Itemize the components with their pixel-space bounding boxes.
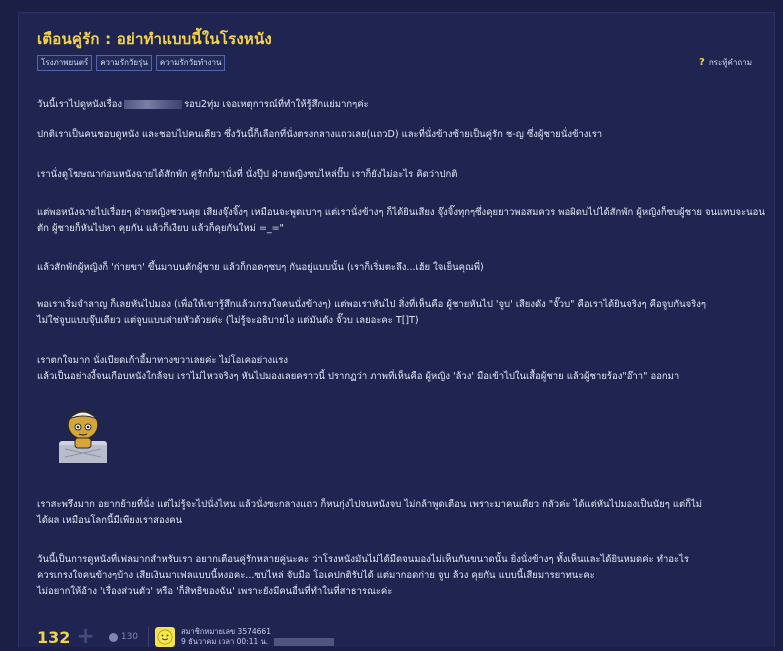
smiley-icon xyxy=(157,629,173,645)
emotion-button[interactable] xyxy=(109,632,138,642)
redacted-movie-title xyxy=(124,100,182,109)
avatar[interactable] xyxy=(155,627,175,647)
tag-list xyxy=(37,55,225,71)
paragraph-3: เรานั่งดูโฆษณาก่อนหนังฉายได้สักพัก คู่รักก็มานั่งที่ นั่งปุ๊ป ฝ่ายหญิงซบไหล่ปั๊บ เราก็ยังไม่อะไร คิดว่าปกติ xyxy=(37,169,458,180)
vote-count: 132 xyxy=(37,627,71,647)
divider xyxy=(148,627,149,647)
sticker-image xyxy=(55,405,111,467)
redacted-info xyxy=(274,638,334,646)
plus-icon[interactable]: + xyxy=(76,624,95,649)
paragraph-9: วันนี้เป็นการดูหนังที่เฟลมากสำหรับเรา อยากเตือนคู่รักหลายคู่นะคะ ว่าโรงหนังมันไม่ได้มืดจนมองไม่เห็นกันขนาดนั้น ยิ่งนั่งข้างๆ ทั้งเห็นและได้ยินหมดค่ะ ทำอะไร ควรเกรงใจคนข้างๆบ้าง เสียเงินมาเฟลแบบนี้หงอคะ...ซบไหล่ จับมือ โอเคปกติรับได้ แต่มากอดก่าย จูบ ล้วง คุยกัน แบบนี้เสียมารยาทนะคะ ไม่อยากให้อ้าง 'เรื่องส่วนตัว' หรือ 'ก็สิทธิของฉัน' เพราะยังมีคนอื่นที่ทำในที่สาธารณะค่ะ xyxy=(37,554,689,597)
author-member-id[interactable]: สมาชิกหมายเลข 3574661 xyxy=(181,627,271,636)
post-footer xyxy=(37,623,772,651)
author-info xyxy=(181,627,334,647)
emotion-icon xyxy=(109,633,118,642)
paragraph-6: พอเราเริ่มจำลาญ ก็เลยหันไปมอง (เพื่อให้เขารู้สึกแล้วเกรงใจคนนั่งข้างๆ) แต่พอเราหันไป สิ่งที่เห็นคือ ผู้ชายหันไป 'จูบ' เสียงดัง "จั๊วบ" คือเราได้ยินจริงๆ คือจูบกันจริงๆ ไม่ใช่จูบแบบจุ๊บเดียว แต่จูบแบบส่ายหัวด้วยค่ะ (ไม่รู้จะอธิบายไง แต่มันดัง จั๊วบ เลยอะคะ T[]T) xyxy=(37,299,706,326)
post-panel xyxy=(18,12,775,647)
question-type-label: กระทู้คำถาม xyxy=(708,58,752,67)
paragraph-8: เราสะพรึงมาก อยากย้ายที่นั่ง แต่ไม่รู้จะไปนั่งไหน แล้วนั่งซะกลางแถว ก็หนกุ่งไปจนหนังจบ ไม่กล้าพูดเตือน เพราะมาคนเดียว กลัวค่ะ ได้แต่หันไปมองเป็นนัยๆ แต่ก็ไม่ ได้ผล เหมือนโลกนี้มีเพียงเราสองคน xyxy=(37,499,702,526)
emotion-count: 130 xyxy=(120,632,139,642)
tag-working-love[interactable]: ความรักวัยทำงาน xyxy=(156,55,226,71)
tag-teen-love[interactable]: ความรักวัยรุ่น xyxy=(96,55,152,71)
paragraph-2: ปกติเราเป็นคนชอบดูหนัง และชอบไปคนเดียว ซึ่งวันนี้ก็เลือกที่นั่งตรงกลางแถวเลย(แถวD) และที่นั่งข้างซ้ายเป็นคู่รัก ช-ญ ซึ่งผู้ชายนั่งข้างเรา xyxy=(37,129,603,140)
tag-cinema[interactable]: โรงภาพยนตร์ xyxy=(37,55,92,71)
paragraph-4: แต่พอหนังฉายไปเรื่อยๆ ฝ่ายหญิงชวนคุย เสียงจุ๊งจิ๊งๆ เหมือนจะพูดเบาๆ แต่เรานั่งข้างๆ ก็ได้ยินเสียง จุ๊งจิ๊งทุกๆซึ่งคุยยาวพอสมควร พอผิดบไปได้สักพัก ผู้หญิงก็ซบผู้ชาย จนแทบจะนอนตัก ผู้ชายก็หันไปหา คุยกัน แล้วก็เงียบ แล้วก็คุยกันใหม่ =_=" xyxy=(37,207,765,234)
paragraph-1: วันนี้เราไปดูหนังเรื่อง รอบ2ทุ่ม เจอเหตุการณ์ที่ทำให้รู้สึกแย่มากๆค่ะ xyxy=(37,99,369,110)
paragraph-5: แล้วสักพักผู้หญิงก็ 'ก่ายขา' ขึ้นมาบนตักผู้ชาย แล้วก็กอดๆซบๆ กันอยู่แบบนั้น (เราก็เริ่มตะลึง...เฮ้ย ใจเย็นคุณพี่) xyxy=(37,262,484,273)
post-title: เตือนคู่รัก : อย่าทำแบบนี้ในโรงหนัง xyxy=(37,30,272,48)
post-date: 9 ธันวาคม เวลา 00:11 น. xyxy=(181,637,269,646)
paragraph-7: เราตกใจมาก นั่งเบียดเก้าอี้มาทางขวาเลยค่ะ ไม่โอเคอย่างแรง แล้วเป็นอย่างงี้จนเกือบหนังใกล้จบ เราไม่ไหวจริงๆ หันไปมองเลยคราวนี้ ปรากฏว่า ภาพที่เห็นคือ ผู้หญิง 'ล้วง' มือเข้าไปในเสื้อผู้ชาย แล้วผู้ชายร้อง"อ๊าา" ออกมา xyxy=(37,355,680,382)
question-mark-icon: ? xyxy=(699,57,705,68)
question-type xyxy=(699,56,752,69)
